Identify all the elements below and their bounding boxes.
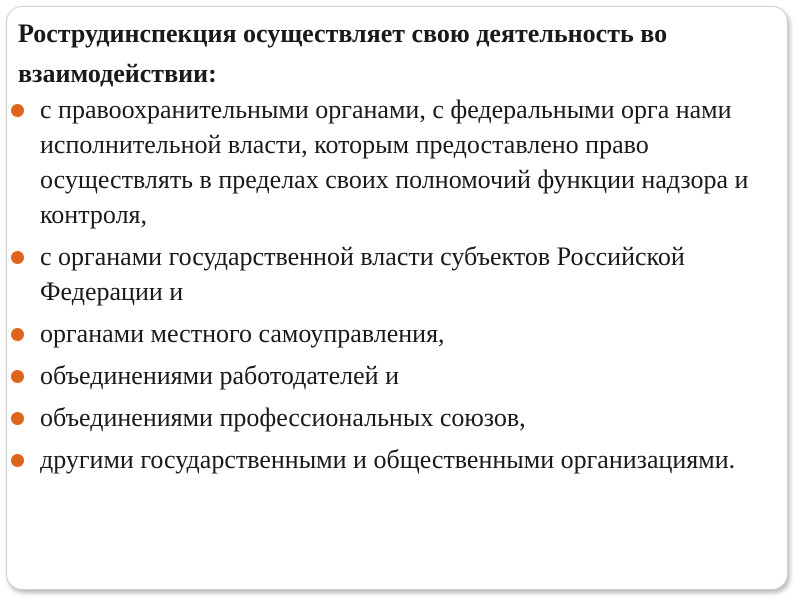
orange-bullet-icon (11, 104, 24, 117)
list-item-text: объединениями профессиональных союзов, (40, 403, 526, 432)
orange-bullet-icon (11, 328, 24, 341)
slide-title: Рострудинспекция осуществляет свою деятельность во взаимодействии: (18, 19, 668, 88)
list-item-text: другими государственными и общественными организациями. (40, 445, 736, 474)
list-item (10, 239, 780, 309)
list-item (10, 316, 780, 351)
list-item-text: с органами государственной власти субъектов Российской Федерации и (40, 242, 685, 306)
list-item-text: объединениями работодателей и (40, 361, 400, 390)
list-item (10, 92, 780, 232)
orange-bullet-icon (11, 370, 24, 383)
bullet-list (10, 92, 780, 484)
orange-bullet-icon (11, 412, 24, 425)
orange-bullet-icon (11, 251, 24, 264)
list-item (10, 400, 780, 435)
list-item-text: с правоохранительными органами, с федеральными орга нами исполнительной власти, которым предоставлено право осуществлять в пределах своих полномочий функции надзора и контроля, (40, 95, 749, 229)
orange-bullet-icon (11, 454, 24, 467)
list-item (10, 358, 780, 393)
list-item-text: органами местного самоуправления, (40, 319, 445, 348)
list-item (10, 442, 780, 477)
